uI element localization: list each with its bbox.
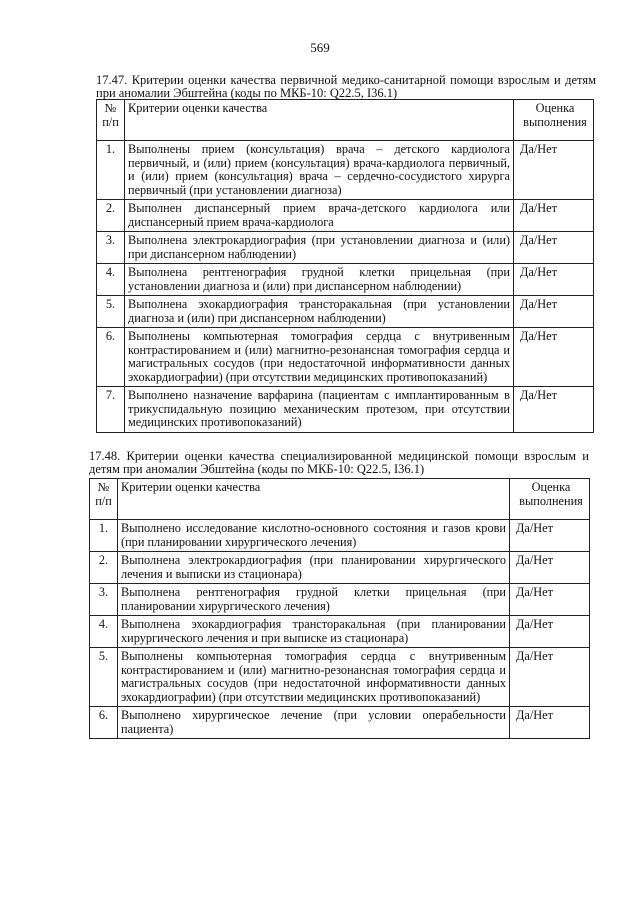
header-assessment: Оценка выполнения: [514, 100, 594, 141]
row-result: Да/Нет: [510, 520, 590, 552]
table-row: [90, 520, 590, 552]
row-criterion: Выполнено назначение варфарина (пациентам с имплантированным в трикуспидальную позицию механическим протезом, при отсутствии медицинских противопоказаний): [125, 387, 514, 433]
row-criterion: Выполнена эхокардиография трансторакальная (при установлении диагноза и (или) при диспансерном наблюдении): [125, 296, 514, 328]
section-heading-17-47: 17.47. Критерии оценки качества первичной медико-санитарной помощи взрослым и детям при аномалии Эбштейна (коды по МКБ-10: Q22.5, I36.1): [96, 73, 596, 100]
table-row: [90, 552, 590, 584]
row-criterion: Выполнен диспансерный прием врача-детского кардиолога или диспансерный прием врача-кардиолога: [125, 200, 514, 232]
table-row: [97, 141, 594, 200]
table-row: [97, 387, 594, 433]
table-row: [97, 264, 594, 296]
row-criterion: Выполнена рентгенография грудной клетки прицельная (при установлении диагноза и (или) при диспансерном наблюдении): [125, 264, 514, 296]
row-criterion: Выполнено хирургическое лечение (при условии операбельности пациента): [118, 707, 510, 739]
row-number: 5.: [97, 296, 125, 328]
row-number: 4.: [90, 616, 118, 648]
row-number: 5.: [90, 648, 118, 707]
row-number: 6.: [90, 707, 118, 739]
table-row: [90, 616, 590, 648]
table-row: [90, 707, 590, 739]
table-row: [90, 584, 590, 616]
criteria-table-17-47: [96, 99, 594, 433]
table-row: [97, 328, 594, 387]
criteria-table-17-48: [89, 478, 590, 739]
row-result: Да/Нет: [514, 232, 594, 264]
table-row: [97, 296, 594, 328]
row-result: Да/Нет: [514, 387, 594, 433]
row-number: 2.: [97, 200, 125, 232]
section-heading-17-48: 17.48. Критерии оценки качества специализированной медицинской помощи взрослым и детям при аномалии Эбштейна (коды по МКБ-10: Q22.5, I36.1): [89, 449, 589, 476]
table-header-row: [90, 479, 590, 520]
row-result: Да/Нет: [514, 200, 594, 232]
row-result: Да/Нет: [514, 264, 594, 296]
row-result: Да/Нет: [510, 648, 590, 707]
row-result: Да/Нет: [510, 616, 590, 648]
row-result: Да/Нет: [514, 141, 594, 200]
row-criterion: Выполнена электрокардиография (при установлении диагноза и (или) при диспансерном наблюдении): [125, 232, 514, 264]
row-criterion: Выполнены компьютерная томография сердца с внутривенным контрастированием и (или) магнитно-резонансная томография сердца и магистральных сосудов (при недостаточной информативности данных эхокардиографии) (при отсутствии медицинских противопоказаний): [125, 328, 514, 387]
row-number: 1.: [90, 520, 118, 552]
header-criteria: Критерии оценки качества: [125, 100, 514, 141]
row-criterion: Выполнена эхокардиография трансторакальная (при планировании хирургического лечения и при выписке из стационара): [118, 616, 510, 648]
row-number: 3.: [97, 232, 125, 264]
row-result: Да/Нет: [514, 296, 594, 328]
header-number: № п/п: [97, 100, 125, 141]
row-number: 7.: [97, 387, 125, 433]
row-number: 6.: [97, 328, 125, 387]
row-criterion: Выполнены прием (консультация) врача – детского кардиолога первичный, и (или) прием (консультация) врача-кардиолога первичный, и (или) прием (консультация) врача – сердечно-сосудистого хирурга первичный (при установлении диагноза): [125, 141, 514, 200]
table-row: [90, 648, 590, 707]
header-assessment: Оценка выполнения: [510, 479, 590, 520]
table-row: [97, 232, 594, 264]
page-number: 569: [310, 40, 330, 55]
row-result: Да/Нет: [514, 328, 594, 387]
row-number: 4.: [97, 264, 125, 296]
row-number: 3.: [90, 584, 118, 616]
row-criterion: Выполнены компьютерная томография сердца с внутривенным контрастированием и (или) магнитно-резонансная томография сердца и магистральных сосудов (при недостаточной информативности данных эхокардиографии) (при отсутствии медицинских противопоказаний): [118, 648, 510, 707]
row-criterion: Выполнено исследование кислотно-основного состояния и газов крови (при планировании хирургического лечения): [118, 520, 510, 552]
row-result: Да/Нет: [510, 552, 590, 584]
header-criteria: Критерии оценки качества: [118, 479, 510, 520]
row-number: 1.: [97, 141, 125, 200]
row-criterion: Выполнена рентгенография грудной клетки прицельная (при планировании хирургического лечения): [118, 584, 510, 616]
row-result: Да/Нет: [510, 584, 590, 616]
row-criterion: Выполнена электрокардиография (при планировании хирургического лечения и выписки из стационара): [118, 552, 510, 584]
table-header-row: [97, 100, 594, 141]
row-result: Да/Нет: [510, 707, 590, 739]
header-number: № п/п: [90, 479, 118, 520]
row-number: 2.: [90, 552, 118, 584]
table-row: [97, 200, 594, 232]
